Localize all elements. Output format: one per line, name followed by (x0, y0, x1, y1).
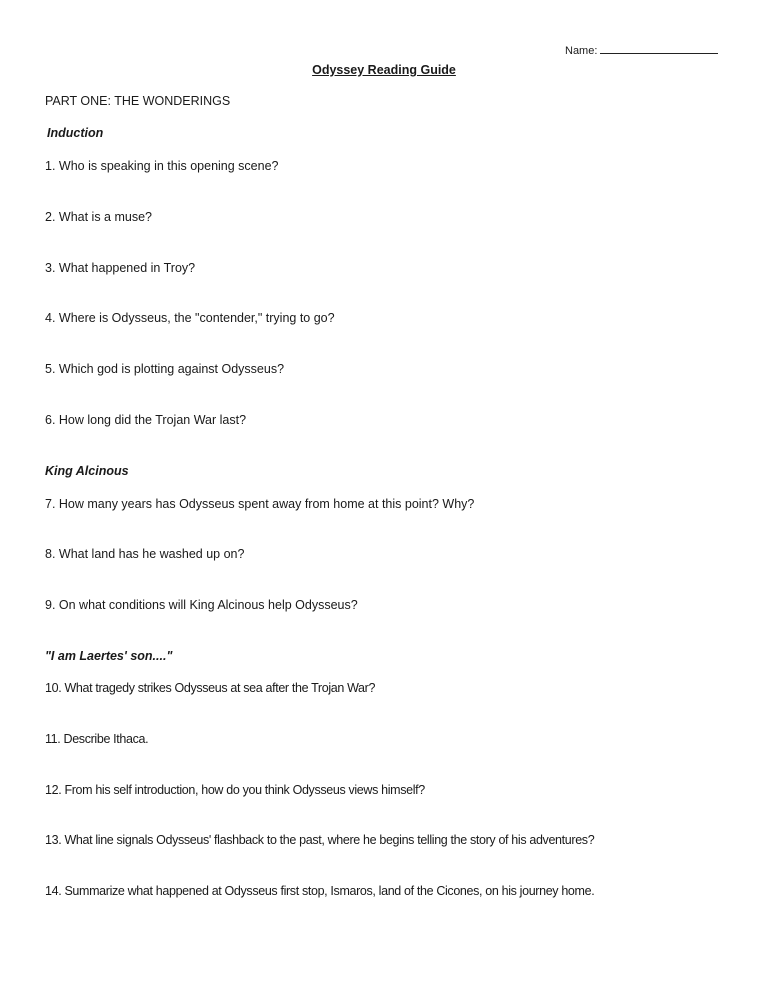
section-heading-king-alcinous: King Alcinous (45, 464, 129, 478)
question-12: 12. From his self introduction, how do you think Odysseus views himself? (45, 783, 425, 797)
question-5: 5. Which god is plotting against Odysseus? (45, 362, 285, 376)
question-9: 9. On what conditions will King Alcinous help Odysseus? (45, 598, 358, 612)
question-7: 7. How many years has Odysseus spent away from home at this point? Why? (45, 497, 475, 511)
question-1: 1. Who is speaking in this opening scene? (45, 159, 279, 173)
name-label: Name: (565, 45, 598, 57)
question-13: 13. What line signals Odysseus' flashback to the past, where he begins telling the story of his adventures? (45, 833, 595, 847)
question-3: 3. What happened in Troy? (45, 261, 196, 275)
document-title: Odyssey Reading Guide (312, 63, 456, 77)
question-14: 14. Summarize what happened at Odysseus first stop, Ismaros, land of the Cicones, on his journey home. (45, 884, 595, 898)
section-heading-induction: Induction (47, 126, 104, 140)
question-6: 6. How long did the Trojan War last? (45, 413, 247, 427)
section-heading-laertes-son: "I am Laertes' son...." (45, 649, 173, 663)
name-field (565, 42, 718, 59)
question-4: 4. Where is Odysseus, the "contender," trying to go? (45, 311, 335, 325)
question-11: 11. Describe Ithaca. (45, 732, 149, 746)
question-2: 2. What is a muse? (45, 210, 152, 224)
question-8: 8. What land has he washed up on? (45, 547, 245, 561)
name-blank-line[interactable] (600, 42, 718, 54)
part-heading: PART ONE: THE WONDERINGS (45, 94, 231, 108)
question-10: 10. What tragedy strikes Odysseus at sea after the Trojan War? (45, 681, 376, 695)
